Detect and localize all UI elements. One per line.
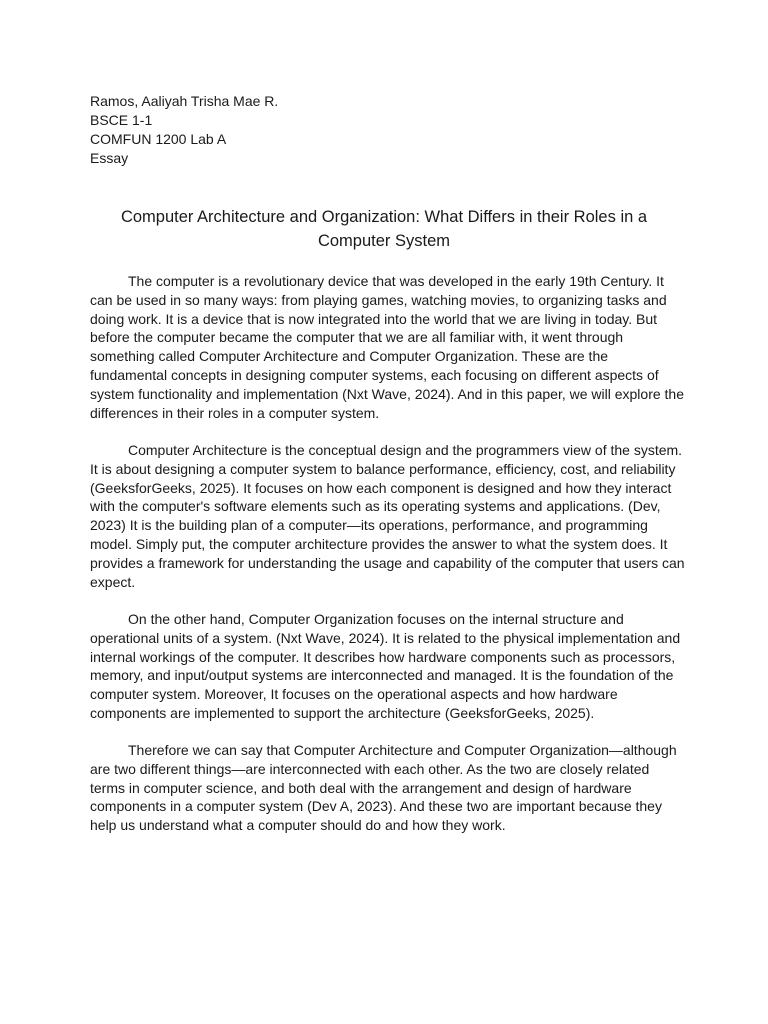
paragraph-line: The computer is a revolutionary device that was developed in the early 19th Century. It [128, 273, 664, 289]
paragraph-line: It is about designing a computer system to balance performance, efficiency, cost, and reliability [90, 460, 676, 477]
paragraph-line: with the computer's software elements such as its operating systems and applications. (Dev, [90, 498, 661, 515]
paragraph-line: operational units of a system. (Nxt Wave, 2024). It is related to the physical implementation and [90, 629, 681, 646]
paragraph-line: internal workings of the computer. It describes how hardware components such as processors, [90, 648, 676, 665]
paragraph-line: system functionality and implementation (Nxt Wave, 2024). And in this paper, we will explore the [90, 385, 684, 402]
paragraph-line: doing work. It is a device that is now integrated into the world that we are living in today. But [90, 310, 658, 327]
paragraph-line: memory, and input/output systems are interconnected and managed. It is the foundation of the [90, 667, 674, 684]
paragraph-line: help us understand what a computer should do and how they work. [90, 817, 506, 834]
paragraph-line: terms in computer science, and both deal with the arrangement and design of hardware [90, 779, 632, 796]
paragraph-line: something called Computer Architecture and Computer Organization. These are the [90, 348, 609, 365]
paragraph-organization [90, 610, 690, 723]
course-label: COMFUN 1200 Lab A [90, 131, 227, 147]
paragraph-architecture [90, 441, 690, 591]
paragraph-line: (GeeksforGeeks, 2025). It focuses on how each component is designed and how they interact [90, 479, 672, 496]
essay-title [90, 205, 678, 253]
section-label: BSCE 1-1 [90, 112, 153, 128]
paragraph-line: are two different things—are interconnected with each other. As the two are closely related [90, 760, 650, 777]
paragraph-line: 2023) It is the building plan of a computer—its operations, performance, and programming [90, 517, 648, 534]
paragraph-conclusion [90, 741, 690, 835]
paragraph-intro [90, 272, 690, 422]
paragraph-line: can be used in so many ways: from playing games, watching movies, to organizing tasks and [90, 291, 667, 308]
paragraph-line: model. Simply put, the computer architecture provides the answer to what the system does. It [90, 535, 668, 552]
paragraph-line: computer system. Moreover, It focuses on the operational aspects and how hardware [90, 686, 618, 703]
author-name: Ramos, Aaliyah Trisha Mae R. [90, 93, 279, 109]
paragraph-line: before the computer became the computer that we are all familiar with, it went through [90, 329, 624, 346]
paragraph-line: differences in their roles in a computer system. [90, 404, 380, 421]
paragraph-line: On the other hand, Computer Organization focuses on the internal structure and [128, 611, 624, 627]
title-line: Computer System [317, 232, 451, 250]
paragraph-line: Computer Architecture is the conceptual design and the programmers view of the system. [128, 442, 683, 458]
author-header [90, 92, 490, 168]
document-type: Essay [90, 150, 129, 166]
paragraph-line: provides a framework for understanding the usage and capability of the computer that users can [90, 554, 685, 571]
paragraph-line: components in a computer system (Dev A, 2023). And these two are important because they [90, 798, 662, 815]
title-line: Computer Architecture and Organization: What Differs in their Roles in a [120, 208, 648, 226]
paragraph-line: Therefore we can say that Computer Architecture and Computer Organization—although [128, 742, 677, 758]
paragraph-line: expect. [90, 573, 136, 590]
paragraph-line: components are implemented to support the architecture (GeeksforGeeks, 2025). [90, 704, 595, 721]
paragraph-line: fundamental concepts in designing computer systems, each focusing on different aspects of [90, 366, 659, 383]
